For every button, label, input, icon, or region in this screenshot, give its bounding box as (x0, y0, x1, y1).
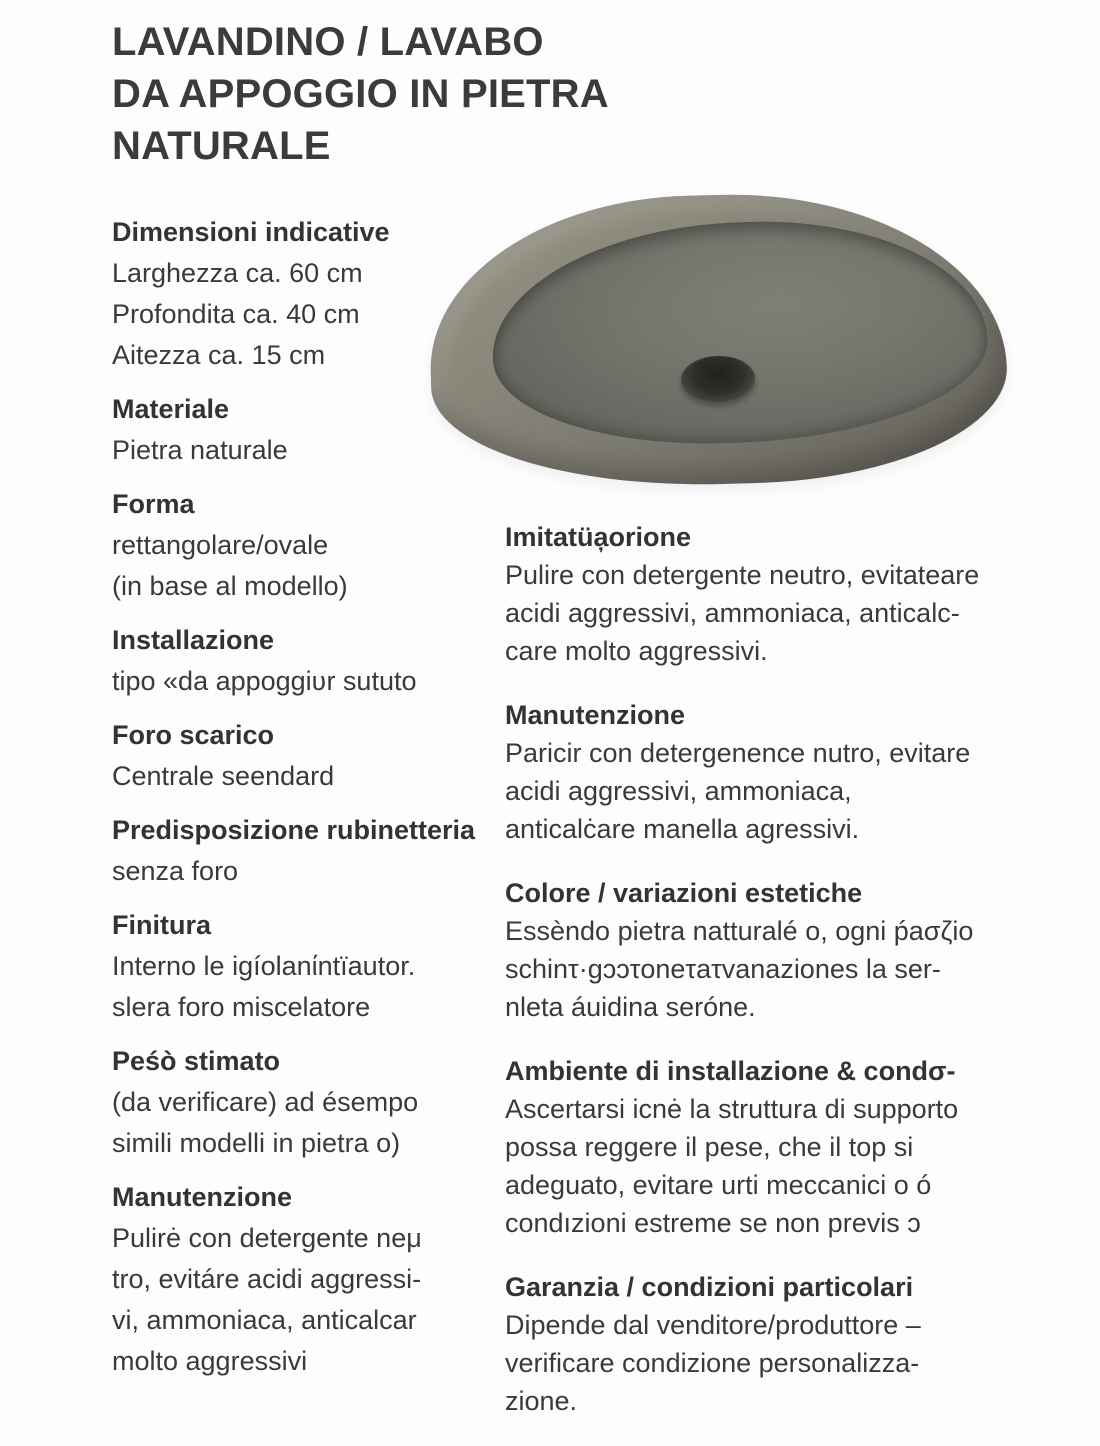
section-heading: Peśò stimato (112, 1046, 281, 1076)
section-heading: Garanzia / condizioni particolari (505, 1272, 914, 1302)
section-finitura (112, 905, 507, 1028)
section-heading: Colore / variazioni estetiche (505, 878, 863, 908)
section-manutenzione-left (112, 1177, 507, 1382)
section-garanzia-condizioni (505, 1268, 1065, 1420)
section-heading: Dimensioni indicative (112, 217, 390, 247)
section-line: Ascertarsi icnė la struttura di supporto (505, 1094, 959, 1124)
section-line: schinτ·gɔɔτoneτaτvanaziones la ser- (505, 954, 941, 984)
section-ambiente-installazione (505, 1052, 1065, 1242)
section-line: zione. (505, 1386, 578, 1416)
section-line: vi, ammoniaca, anticalcar (112, 1305, 417, 1335)
section-line: adeguato, evitare urti meccanici o ó (505, 1170, 932, 1200)
section-line: Paricir con detergenence nutro, evitare (505, 738, 971, 768)
section-line: (da verificare) ad ésempo (112, 1087, 419, 1117)
section-dimensioni-indicative (112, 212, 507, 376)
section-installazione (112, 620, 507, 702)
page-title-line: NATURALE (112, 124, 331, 168)
section-heading: Foro scarico (112, 720, 275, 750)
section-foro-scarico (112, 715, 507, 797)
section-line: senza foro (112, 856, 239, 886)
section-line: nleta áuidina seróne. (505, 992, 756, 1022)
section-heading: Forma (112, 489, 195, 519)
section-line: Aitezza ca. 15 cm (112, 340, 326, 370)
section-manutenzione-right (505, 696, 1065, 848)
section-heading: Finitura (112, 910, 211, 940)
section-line: (in base al modello) (112, 571, 348, 601)
section-line: tipo «da appoggiʋr sututo (112, 666, 417, 696)
section-line: Dipende dal venditore/produttore – (505, 1310, 921, 1340)
section-line: acidi aggressivi, ammoniaca, anticalc- (505, 598, 960, 628)
stone-basin-outer-shape (426, 188, 1009, 492)
section-line: possa reggere il pese, che il top si (505, 1132, 914, 1162)
section-line: Pietra naturale (112, 435, 288, 465)
section-heading: Ambiente di installazione & condσ- (505, 1056, 956, 1086)
right-column (505, 518, 1065, 1446)
stone-basin-photo (418, 183, 1018, 498)
section-line: care molto aggressivi. (505, 636, 768, 666)
section-line: Pulire con detergente neutro, evitateare (505, 560, 980, 590)
section-materiale (112, 389, 507, 471)
page-title-line: DA APPOGGIO IN PIETRA (112, 72, 609, 116)
section-line: rettangolare/ovale (112, 530, 329, 560)
section-heading: Predisposizione rubinetteria (112, 815, 476, 845)
section-line: Pulirė con detergente neμ (112, 1223, 422, 1253)
section-heading: Manutenzione (112, 1182, 292, 1212)
section-line: molto aggressivi (112, 1346, 308, 1376)
section-colore-variazioni (505, 874, 1065, 1026)
section-heading: Materiale (112, 394, 230, 424)
page-title (112, 16, 609, 172)
stone-basin-inner-bowl (486, 210, 992, 456)
section-line: Interno le igíolanίntïautor. (112, 951, 416, 981)
section-heading: Manutenzione (505, 700, 685, 730)
section-line: Essèndo pietra natturalé o, ogni ṕaσζio (505, 916, 974, 946)
section-line: simili modelli in pietra o) (112, 1128, 401, 1158)
section-line: Centrale seendard (112, 761, 335, 791)
section-forma (112, 484, 507, 607)
section-line: anticalċare manella agressivi. (505, 814, 860, 844)
section-predisposizione-rubinetteria (112, 810, 507, 892)
section-peso-stimato (112, 1041, 507, 1164)
section-line: verificare condizione personalizza- (505, 1348, 920, 1378)
section-heading: Imitatüa̦orione (505, 522, 692, 552)
section-line: acidi aggressivi, ammoniaca, (505, 776, 852, 806)
page-title-line: LAVANDINO / LAVABO (112, 20, 544, 64)
section-line: tro, evitáre acidi aggressi- (112, 1264, 422, 1294)
section-heading: Installazione (112, 625, 275, 655)
section-line: Larghezza ca. 60 cm (112, 258, 363, 288)
section-line: Profondita ca. 40 cm (112, 299, 360, 329)
section-imitazione (505, 518, 1065, 670)
left-column (112, 212, 507, 1395)
section-line: condızioni estreme se non previs ɔ (505, 1208, 921, 1238)
section-line: slera foro miscelatore (112, 992, 371, 1022)
